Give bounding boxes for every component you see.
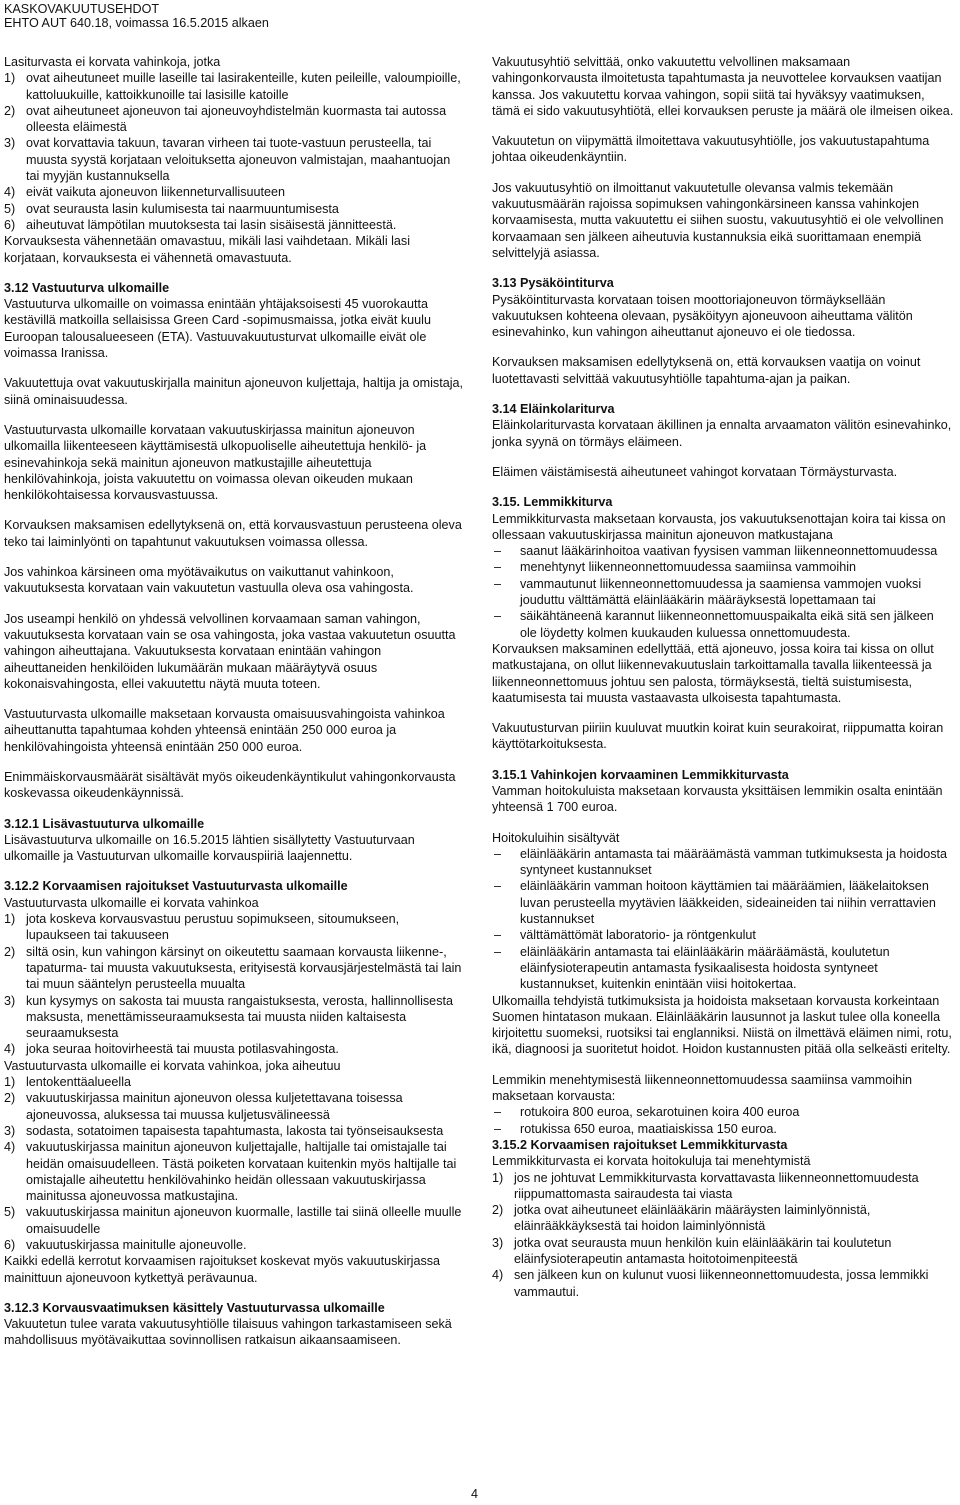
paragraph: Jos vahinkoa kärsineen oma myötävaikutus on vaikuttanut vahinkoon, vakuutuksesta korvataan vain vakuutetun vastuulla oleva osa vahingosta. <box>4 565 414 596</box>
page-number: 4 <box>471 1487 479 1501</box>
section-heading-3-12-3: 3.12.3 Korvausvaatimuksen käsittely Vastuuturvassa ulkomaille <box>4 1300 385 1315</box>
document-header <box>4 2 269 30</box>
list-item: 1) ovat aiheutuneet muille laseille tai lasirakenteille, kuten peileille, valoumpioille, kattoluukuille, kattoikkunoille tai lasisille katoille <box>4 71 461 102</box>
list-item: – rotukissa 650 euroa, maatiaiskissa 150 euroa. <box>494 1121 777 1136</box>
paragraph: Vastuuturva ulkomaille on voimassa enintään yhtäjaksoisesti 45 vuorokautta kestävillä matkoilla sellaisissa Green Card -sopimusmaissa, jotka eivät kuulu Euroopan talousalueeseen (ETA). Vastuuvakuutusturvat ulkomaille eivät ole voimassa Iranissa. <box>4 297 431 361</box>
paragraph: Vakuutetun on viipymättä ilmoitettava vakuutusyhtiölle, jos vakuutustapahtuma johtaa oikeudenkäyntiin. <box>492 134 930 165</box>
list-item: 6) vakuutuskirjassa mainitulle ajoneuvolle. <box>4 1238 247 1252</box>
document-title: KASKOVAKUUTUSEHDOT <box>4 2 160 16</box>
paragraph: Lemmikkiturvasta maksetaan korvausta, jos vakuutuksenottajan koira tai kissa on ollessaan vakuutuskirjassa mainitun ajoneuvon matkustajana <box>492 511 946 542</box>
section-heading-3-14: 3.14 Eläinkolariturva <box>492 402 615 417</box>
paragraph: Vakuutetun tulee varata vakuutusyhtiölle tilaisuus vahingon tarkastamiseen sekä mahdollisuus myötävaikuttaa sovinnollisen ratkaisun aikaansaamiseen. <box>4 1317 452 1348</box>
paragraph: Korvauksen maksamisen edellytyksenä on, että korvausvastuun perusteena oleva teko tai laiminlyönti on tapahtunut vakuutuksen voimassa ollessa. <box>4 518 462 549</box>
section-heading-3-12-1: 3.12.1 Lisävastuuturva ulkomaille <box>4 816 205 831</box>
list-item: 4) joka seuraa hoitovirheestä tai muusta potilasvahingosta. <box>4 1042 339 1057</box>
paragraph: Vastuuturvasta ulkomaille ei korvata vahinkoa <box>4 895 259 910</box>
glass-exclusions-list <box>4 70 464 233</box>
list-item: 4) sen jälkeen kun on kulunut vuosi liikenneonnettomuudesta, jossa lemmikki vammautui. <box>492 1268 929 1299</box>
list-item: – vammautunut liikenneonnettomuudessa ja saamiensa vammojen vuoksi jouduttu välttämättä eläinlääkärin määräyksestä lopettamaan tai <box>494 576 922 608</box>
paragraph: Vastuuturvasta ulkomaille ei korvata vahinkoa, joka aiheutuu <box>4 1058 341 1073</box>
death-compensation-list <box>492 1104 954 1137</box>
right-column <box>492 54 954 1300</box>
paragraph: Vakuutusturvan piiriin kuuluvat muutkin koirat kuin seurakoirat, riippumatta koiran käyttötarkoituksesta. <box>492 721 944 752</box>
paragraph: Korvauksesta vähennetään omavastuu, mikäli lasi vaihdetaan. Mikäli lasi korjataan, korvauksesta ei vähennetä omavastuuta. <box>4 234 411 265</box>
paragraph: Lemmikin menehtymisestä liikenneonnettomuudessa saamiinsa vammoihin maksetaan korvausta: <box>492 1072 912 1104</box>
list-item: 2) ovat aiheutuneet ajoneuvon tai ajoneuvoyhdistelmän kuormasta tai autossa olleesta eläimestä <box>4 103 447 135</box>
abroad-cause-exclusions-list <box>4 1074 464 1253</box>
paragraph: Vamman hoitokuluista maksetaan korvausta yksittäisen lemmikin osalta enintään yhteensä 1 700 euroa. <box>492 783 943 815</box>
pet-exclusions-list <box>492 1170 954 1300</box>
list-item: 3) ovat korvattavia takuun, tavaran virheen tai tuote-vastuun perusteella, tai muusta syystä korjataan veloituksetta ajoneuvon valmistajan, maahantuojan tai myyjän kustannuksella <box>4 136 451 184</box>
paragraph: Eläinkolariturvasta korvataan äkillinen ja ennalta arvaamaton välitön esinevahinko, jonka syynä on törmäys eläimeen. <box>492 418 952 449</box>
paragraph: Vakuutettuja ovat vakuutuskirjalla mainitun ajoneuvon kuljettaja, haltija ja omistaja, siinä ominaisuudessa. <box>4 376 464 407</box>
paragraph: Jos useampi henkilö on yhdessä velvollinen korvaamaan saman vahingon, vakuutuksesta korvataan vain se osa vahingosta, joka vastaa vakuutetun osuutta vahingon aiheuttajana. Vakuutuksesta korvataan enintään vahingon aiheuttaneiden henkilöiden lukumäärän mukaan määräytyvä osuus kokonaisvahingosta, ellei vakuutettu näytä muuta toteen. <box>4 611 456 691</box>
paragraph: Vastuuturvasta ulkomaille korvataan vakuutuskirjassa mainitun ajoneuvon ulkomailla liikenteeseen käyttämisestä ulkopuoliselle aiheutettuja henkilö- ja esinevahinkoja sekä mainitun ajoneuvon matkustajille aiheutettuja henkilövahinkoja, joista vakuutettu on voimassa olevan oikeuden mukaan henkilökohtaisessa korvausvastuussa. <box>4 422 427 503</box>
paragraph: Enimmäiskorvausmäärät sisältävät myös oikeudenkäyntikulut vahingonkorvausta koskevassa oikeudenkäynnissä. <box>4 769 456 801</box>
left-column <box>4 54 464 1349</box>
list-item: 2) vakuutuskirjassa mainitun ajoneuvon olessa kuljetettavana toisessa ajoneuvossa, aluksessa tai muussa kuljetusvälineessä <box>4 1091 403 1122</box>
paragraph: Lemmikkiturvasta ei korvata hoitokuluja tai menehtymistä <box>492 1154 811 1169</box>
list-item: – rotukoira 800 euroa, sekarotuinen koira 400 euroa <box>494 1105 800 1120</box>
section-heading-3-13: 3.13 Pysäköintiturva <box>492 276 614 291</box>
document-version: EHTO AUT 640.18, voimassa 16.5.2015 alkaen <box>4 16 269 30</box>
list-item: – saanut lääkärinhoitoa vaativan fyysisen vamman liikenneonnettomuudessa <box>494 544 938 559</box>
paragraph: Korvauksen maksaminen edellyttää, että ajoneuvo, jossa koira tai kissa on ollut matkustajana, on ollut liikennevakuutuslain tarkoittamalla tavalla liikenteessä ja liikenneonnettomuus johtuu sen palosta, törmäyksestä, tieltä suistumisesta, kaatumisesta tai muusta vastaavasta ulkoisesta tapahtumasta. <box>492 641 934 705</box>
list-item: – menehtynyt liikenneonnettomuudessa saamiinsa vammoihin <box>494 560 857 575</box>
glass-exclusions-intro: Lasiturvasta ei korvata vahinkoja, jotka <box>4 55 221 69</box>
list-item: – säikähtäneenä karannut liikenneonnettomuuspaikalta eikä sitä sen jälkeen ole löydetty kolmen kuukauden kuluessa onnettomuudesta. <box>494 609 934 640</box>
paragraph: Pysäköintiturvasta korvataan toisen moottoriajoneuvon törmäyksellään vakuutuksen kohteena olevaan, pysäköityyn ajoneuvoon aiheuttama välitön esinevahinko, kun vahingon aiheuttanut ajoneuvo ei ole tiedossa. <box>492 292 913 340</box>
section-heading-3-15-1: 3.15.1 Vahinkojen korvaaminen Lemmikkiturvasta <box>492 767 789 782</box>
paragraph: Hoitokuluihin sisältyvät <box>492 830 620 845</box>
list-item: 3) kun kysymys on sakosta tai muusta rangaistuksesta, verosta, hallinnollisesta maksusta, menettämisseuraamuksesta tai muusta niiden kaltaisesta seuraamuksesta <box>4 993 453 1041</box>
pet-cover-list <box>492 543 954 641</box>
list-item: – eläinlääkärin vamman hoitoon käyttämien tai määräämien, lääkelaitoksen luvan perusteella myytävien lääkkeiden, sideaineiden tai niihin verrattavien kustannukset <box>494 879 936 927</box>
paragraph: Lisävastuuturva ulkomaille on 16.5.2015 lähtien sisällytetty Vastuuturvaan ulkomaille ja Vastuuturvan ulkomaille korvauspiiriä laajennettu. <box>4 832 415 864</box>
abroad-exclusions-list <box>4 911 464 1058</box>
paragraph: Vakuutusyhtiö selvittää, onko vakuutettu velvollinen maksamaan vahingonkorvausta ilmoitetusta tapahtumasta ja neuvottelee korvauksen vaatijan kanssa. Jos vakuutettu korvaa vahingon, sopii siitä tai hyväksyy vaatimuksen, tämä ei sido vakuutusyhtiötä, ellei korvauksen peruste ja määrä ole ilmeisen oikea. <box>492 55 954 118</box>
list-item: 4) eivät vaikuta ajoneuvon liikenneturvallisuuteen <box>4 185 286 200</box>
list-item: 1) lentokenttäalueella <box>4 1075 132 1090</box>
list-item: – eläinlääkärin antamasta tai eläinlääkärin määräämästä, koulutetun eläinfysioterapeutin antamasta fysikaalisesta hoidosta syntyneet kustannukset, kuitenkin enintään viisi hoitokertaa. <box>494 944 890 992</box>
paragraph: Vastuuturvasta ulkomaille maksetaan korvausta omaisuusvahingoista vahinkoa aiheuttanutta tapahtumaa kohden yhteensä enintään 250 000 euroa ja henkilövahingoista yhteensä enintään 250 000 euroa. <box>4 707 445 754</box>
section-heading-3-15-2: 3.15.2 Korvaamisen rajoitukset Lemmikkiturvasta <box>492 1137 788 1152</box>
list-item: 4) vakuutuskirjassa mainitun ajoneuvon kuljettajalle, haltijalle tai omistajalle tai heidän omaisuudelleen. Tästä poiketen korvataan kuitenkin myös haltijalle tai omistajalle aiheutettu henkilövahinko heidän ollessaan vakuutuskirjassa mainitussa ajoneuvossa matkustajina. <box>4 1140 457 1204</box>
section-heading-3-12-2: 3.12.2 Korvaamisen rajoitukset Vastuuturvasta ulkomaille <box>4 879 348 894</box>
list-item: 2) siltä osin, kun vahingon kärsinyt on oikeutettu saamaan korvausta liikenne-, tapaturma- tai muusta vakuutuksesta, erityisestä korvausjärjestelmästä tai lain tai muun sääntelyn perusteella muualta <box>4 944 462 992</box>
list-item: 3) sodasta, sotatoimen tapaisesta tapahtumasta, lakosta tai työnseisauksesta <box>4 1123 444 1138</box>
care-costs-list <box>492 846 954 993</box>
list-item: – välttämättömät laboratorio- ja röntgenkulut <box>494 928 756 943</box>
paragraph: Jos vakuutusyhtiö on ilmoittanut vakuutetulle olevansa valmis tekemään vakuutusmäärän rajoissa sopimuksen vahingonkärsineen kanssa vahinkojen korvaamisesta, mutta vakuutettu ei siihen suostu, vakuutusyhtiö ei ole velvollinen korvaamaan sen jälkeen aiheutuvia kustannuksia eikä suorittamaan enempiä selvittelyjä asiassa. <box>492 180 944 260</box>
list-item: 2) jotka ovat aiheutuneet eläinlääkärin määräysten laiminlyönnistä, eläinrääkkäyksestä tai hoidon laiminlyönnistä <box>492 1203 871 1234</box>
paragraph: Eläimen väistämisestä aiheutuneet vahingot korvataan Törmäysturvasta. <box>492 464 898 479</box>
paragraph: Kaikki edellä kerrotut korvaamisen rajoitukset koskevat myös vakuutuskirjassa mainittuun ajoneuvoon kytkettyä perävaunua. <box>4 1254 441 1285</box>
list-item: 5) vakuutuskirjassa mainitun ajoneuvon kuormalle, lastille tai siinä olleelle muulle omaisuudelle <box>4 1205 462 1236</box>
list-item: 1) jos ne johtuvat Lemmikkiturvasta korvattavasta liikenneonnettomuudesta riippumattomasta sairaudesta tai viasta <box>492 1170 919 1201</box>
list-item: 1) jota koskeva korvausvastuu perustuu sopimukseen, sitoumukseen, lupaukseen tai takuuseen <box>4 912 400 943</box>
paragraph: Ulkomailla tehdyistä tutkimuksista ja hoidoista maksetaan korvausta korkeintaan Suomen hintatason mukaan. Eläinlääkärin lausunnot ja laskut tulee olla koneella kirjoitettu suomeksi, ruotsiksi tai englanniksi. Niistä on ilmettävä eläimen nimi, rotu, ikä, diagnoosi ja suoritetut hoidot. Hoidon kustannusten pitää olla selkeästi eritelty. <box>492 993 952 1057</box>
list-item: 5) ovat seurausta lasin kulumisesta tai naarmuuntumisesta <box>4 201 339 216</box>
list-item: – eläinlääkärin antamasta tai määräämästä vamman tutkimuksesta ja hoidosta syntyneet kustannukset <box>494 846 948 878</box>
paragraph: Korvauksen maksamisen edellytyksenä on, että korvauksen vaatija on voinut luotettavasti selvittää vakuutusyhtiölle tapahtuma-ajan ja paikan. <box>492 355 921 386</box>
list-item: 6) aiheutuvat lämpötilan muutoksesta tai lasin sisäisestä jännitteestä. <box>4 217 397 232</box>
list-item: 3) jotka ovat seurausta muun henkilön kuin eläinlääkärin tai koulutetun eläinfysioterapeutin antamasta hoitotoimenpiteestä <box>492 1235 892 1266</box>
section-heading-3-15: 3.15. Lemmikkiturva <box>492 495 613 510</box>
section-heading-3-12: 3.12 Vastuuturva ulkomaille <box>4 280 170 295</box>
